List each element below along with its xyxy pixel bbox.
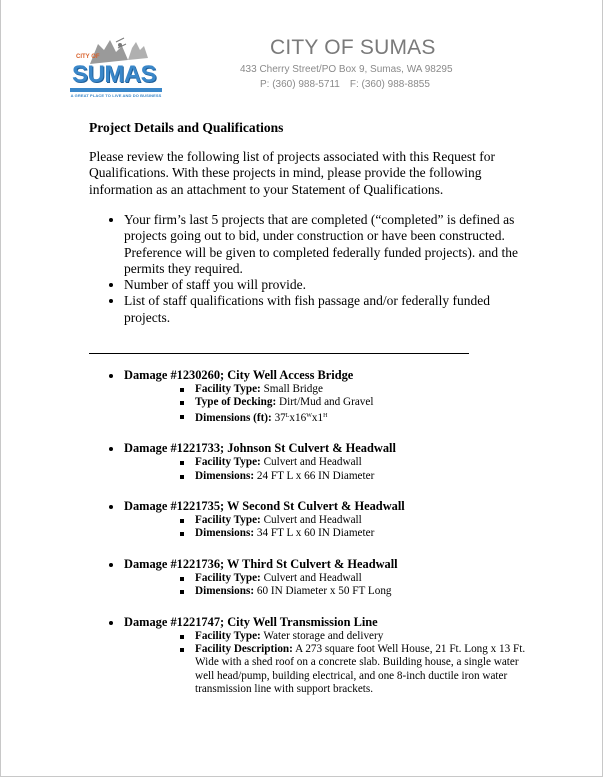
dim-part: x1 [311,411,324,424]
letterhead-contact [260,79,430,90]
project-item [107,441,527,483]
project-detail [107,470,527,483]
detail-value: 37 [274,411,286,424]
dim-part: x16 [289,411,307,424]
project-title: Damage #1230260; City Well Access Bridge [107,368,527,383]
letterhead-address: 433 Cherry Street/PO Box 9, Sumas, WA 98295 [240,64,453,75]
logo-tagline: A GREAT PLACE TO LIVE AND DO BUSINESS [70,93,162,98]
project-item [107,557,527,599]
detail-value: Water storage and delivery [263,629,384,642]
phone-number: P: (360) 988-5711 [260,79,340,90]
requirement-item: • Your firm’s last 5 projects that are completed (“completed” is defined as projects going out to bid, under construction or have been constructed. Preference will be given to completed federally funded projects). and the permits they required. [124,212,529,277]
detail-label: Dimensions: [195,469,255,482]
intro-paragraph: Please review the following list of projects associated with this Request for Qualifications. With these projects in mind, please provide the following information as an attachment to your Statement of Qualifications. [89,149,496,197]
detail-value: A 273 square foot Well House, 21 Ft. Long x 13 Ft. Wide with a shed roof on a concrete slab. Building house, a single water well head/pump, building electrical, and one 8-inch ductile iron water transmission line with support brackets. [195,643,526,696]
section-title: Project Details and Qualifications [89,120,284,135]
project-detail [107,396,527,409]
project-detail [107,585,527,598]
detail-label: Facility Type: [195,456,261,469]
detail-value: Dirt/Mud and Gravel [279,396,374,409]
horizontal-rule [89,353,469,354]
requirement-item: • List of staff qualifications with fish passage and/or federally funded projects. [124,293,529,326]
requirements-list [89,212,529,326]
detail-value: 24 FT L x 66 IN Diameter [256,469,375,482]
fax-number: F: (360) 988-8855 [349,79,430,90]
detail-value: 60 IN Diameter x 50 FT Long [256,585,392,598]
detail-label: Dimensions (ft): [195,411,272,424]
requirement-item: • Number of staff you will provide. [124,277,529,293]
project-item [107,499,527,541]
city-logo [70,36,162,102]
project-title: Damage #1221736; W Third St Culvert & Headwall [107,557,527,572]
detail-label: Dimensions: [195,527,255,540]
project-detail [107,572,527,585]
logo-wordmark: SUMAS [72,61,157,88]
detail-label: Facility Description: [195,643,293,656]
dim-sup: L [285,412,290,419]
logo-city-text: CITY OF [76,54,100,60]
detail-label: Facility Type: [195,514,261,527]
project-detail [107,410,527,425]
projects-list [107,368,527,713]
project-item [107,615,527,697]
detail-label: Facility Type: [195,629,261,642]
project-detail [107,456,527,469]
detail-value: Culvert and Headwall [263,571,362,584]
letterhead-title: CITY OF SUMAS [270,36,436,59]
detail-value: 34 FT L x 60 IN Diameter [256,527,375,540]
project-title: Damage #1221747; City Well Transmission Line [107,615,527,630]
detail-label: Dimensions: [195,585,255,598]
detail-label: Facility Type: [195,383,261,395]
project-detail [107,643,527,697]
project-detail [107,527,527,540]
project-detail [107,630,527,643]
detail-value: Small Bridge [263,383,323,395]
project-detail [107,514,527,527]
project-item [107,368,527,425]
project-title: Damage #1221735; W Second St Culvert & Headwall [107,499,527,514]
project-title: Damage #1221733; Johnson St Culvert & Headwall [107,441,527,456]
dim-sup: H [323,412,328,419]
detail-value: Culvert and Headwall [263,456,362,469]
detail-label: Facility Type: [195,571,261,584]
detail-value: Culvert and Headwall [263,514,362,527]
project-detail [107,383,527,396]
dim-sup: W [306,412,312,419]
detail-label: Type of Decking: [195,396,277,409]
